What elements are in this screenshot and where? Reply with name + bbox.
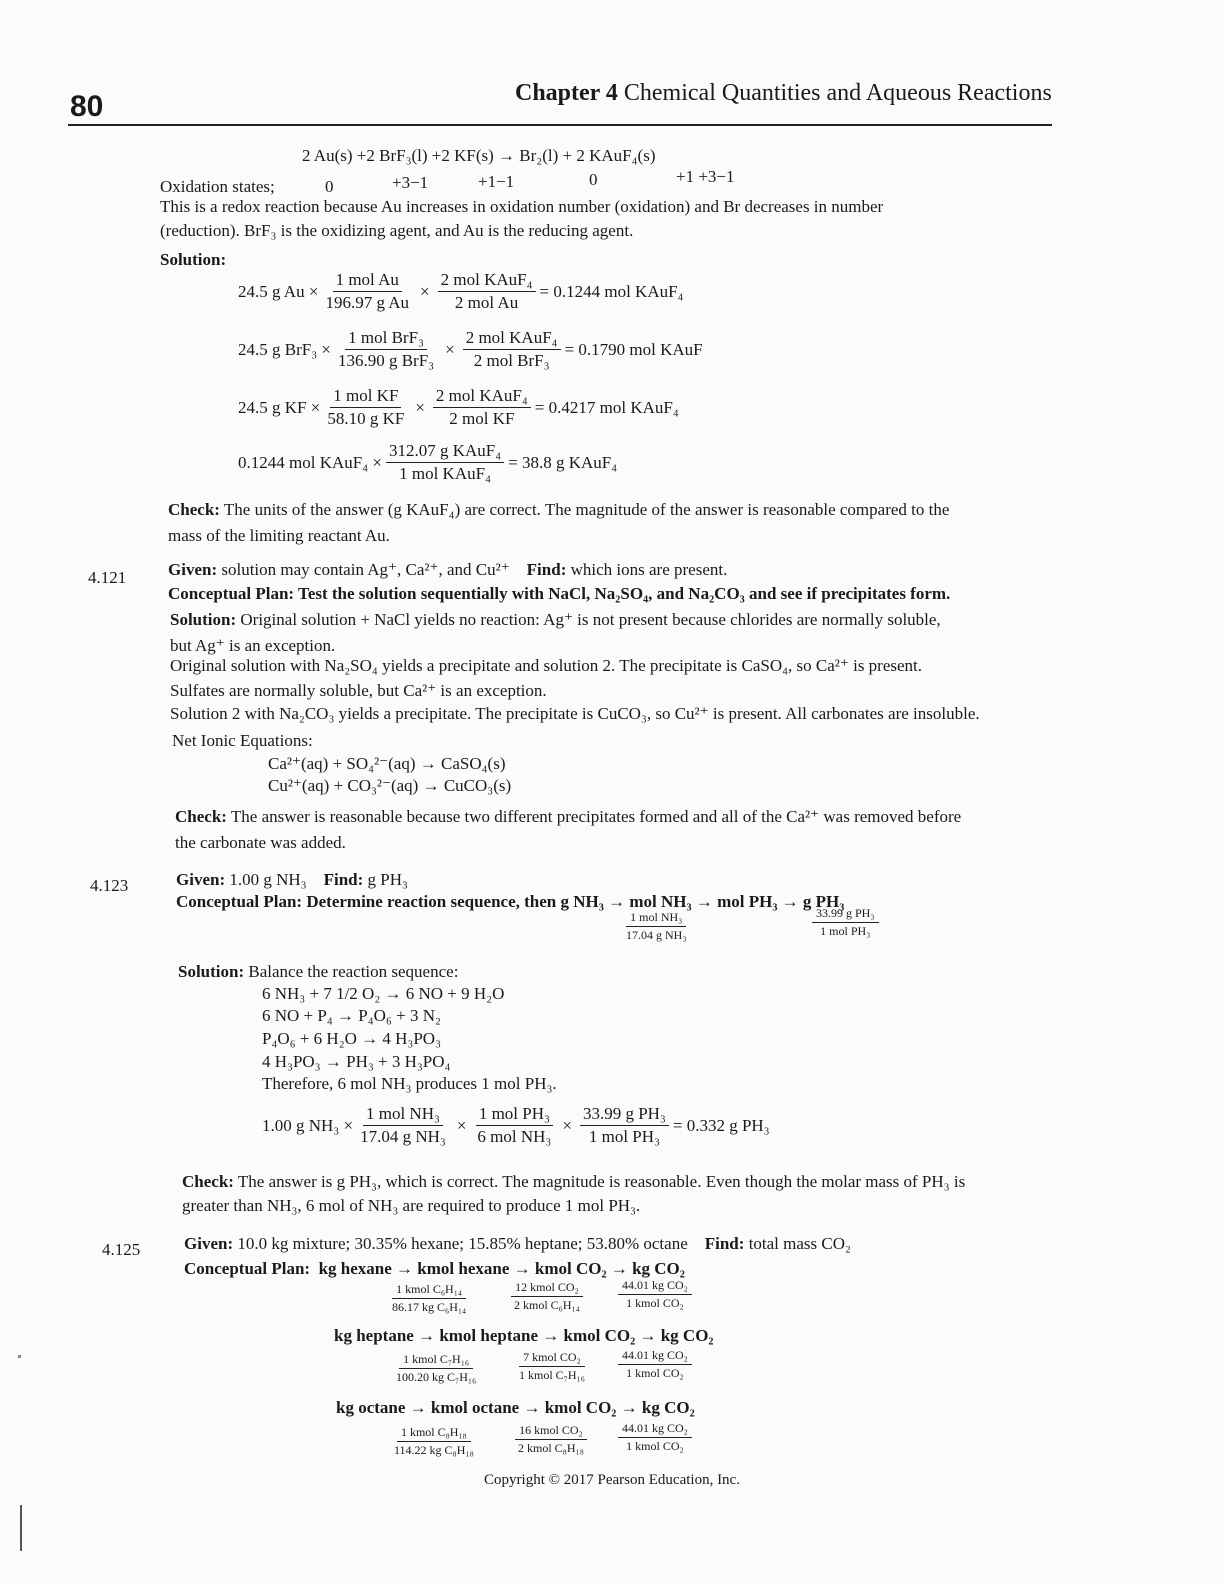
problem-number: 4.125 xyxy=(102,1240,141,1259)
problem-number: 4.123 xyxy=(90,876,129,895)
check-line: mass of the limiting reactant Au. xyxy=(168,526,390,545)
plan-conversion-factor: 16 kmol CO₂ 2 kmol C₈H₁₈ xyxy=(514,1423,588,1456)
reaction-step: 6 NH₃ + 7 1/2 O₂ → 6 NO + 9 H₂O xyxy=(262,984,505,1003)
plan-conversion-factor: 7 kmol CO₂ 1 kmol C₇H₁₆ xyxy=(519,1350,585,1382)
ox-state: +1−1 xyxy=(478,172,515,191)
conversion-fraction: $\frac{\text{2 mol KAuF₄}}{\text{2 mol BrF₃}}$ xyxy=(463,328,561,371)
calc-lead: 1.00 g NH₃ × xyxy=(262,1115,354,1135)
conversion-fraction: $\frac{\text{312.07 g KAuF₄}}{\text{1 mol KAuF₄}}$ xyxy=(386,441,504,484)
calc-lead: 24.5 g Au × xyxy=(238,281,319,301)
conversion-fraction: $\frac{\text{1 mol PH₃}}{\text{6 mol NH₃}}$ xyxy=(477,1104,552,1146)
therefore-line: Therefore, 6 mol NH₃ produces 1 mol PH₃. xyxy=(262,1074,557,1093)
conceptual-plan-octane: kg octane → kmol octane → kmol CO₂ → kg CO₂ xyxy=(336,1398,695,1417)
header-rule xyxy=(68,124,1052,126)
solution-line: Sulfates are normally soluble, but Ca²⁺ is an exception. xyxy=(170,681,547,700)
ox-state: +1 +3−1 xyxy=(676,167,735,186)
plan-conversion-factor: 1 mol NH₃ 17.04 g NH₃ xyxy=(626,910,687,942)
chapter-title: Chemical Quantities and Aqueous Reactions xyxy=(623,80,1052,106)
conversion-fraction: $\frac{\text{1 mol NH₃}}{\text{17.04 g NH₃}}$ xyxy=(360,1104,446,1146)
page-number: 80 xyxy=(70,90,104,123)
paragraph-line: This is a redox reaction because Au increases in oxidation number (oxidation) and Br decreases in number xyxy=(160,197,884,216)
net-ionic-equation: Cu²⁺(aq) + CO₃²⁻(aq) → CuCO₃(s) xyxy=(268,776,512,795)
solution-line: Solution: Original solution + NaCl yields no reaction: Ag⁺ is not present because chlorides are normally soluble, xyxy=(170,610,941,629)
ox-state: +3−1 xyxy=(392,173,429,192)
calculation-kf: 24.5 g KF × $\frac{\text{1 mol KF}}{\text{58.10 g KF}}$ × $\frac{\text{2 mol KAuF₄}}{\text{2 mol KF}}$ = 0.4217 mol KAuF₄ xyxy=(238,386,679,428)
conversion-fraction: $\frac{\text{1 mol Au}}{\text{196.97 g Au}}$ xyxy=(325,270,410,312)
check-line: Check: The answer is reasonable because two different precipitates formed and all of the Ca²⁺ was removed before xyxy=(175,807,962,826)
check-line: Check: The units of the answer (g KAuF₄) are correct. The magnitude of the answer is reasonable compared to the xyxy=(168,500,950,519)
given-line: Given: solution may contain Ag⁺, Ca²⁺, and Cu²⁺ Find: which ions are present. xyxy=(168,560,728,579)
check-line: greater than NH₃, 6 mol of NH₃ are required to produce 1 mol PH₃. xyxy=(182,1196,641,1215)
calc-lead: 24.5 g KF × xyxy=(238,397,321,417)
oxidation-states-label: Oxidation states; xyxy=(160,177,275,196)
chapter-label: Chapter 4 xyxy=(515,80,618,106)
solution-line: Original solution with Na₂SO₄ yields a precipitate and solution 2. The precipitate is CaSO₄, so Ca²⁺ is present. xyxy=(170,656,923,675)
calculation-ph3: 1.00 g NH₃ × $\frac{\text{1 mol NH₃}}{\text{17.04 g NH₃}}$ × $\frac{\text{1 mol PH₃}}{\text{6 mol NH₃}}$ × $\frac{\text{33.99 g PH₃}}{\text{1 mol PH₃}}$ = 0.332 g PH₃ xyxy=(262,1104,770,1146)
redox-equation: 2 Au(s) +2 BrF₃(l) +2 KF(s) → Br₂(l) + 2 KAuF₄(s) xyxy=(302,146,656,165)
conversion-fraction: $\frac{\text{1 mol KF}}{\text{58.10 g KF}}$ xyxy=(327,386,405,428)
calculation-au: 24.5 g Au × $\frac{\text{1 mol Au}}{\text{196.97 g Au}}$ × $\frac{\text{2 mol KAuF₄}}{\text{2 mol Au}}$ = 0.1244 mol KAuF₄ xyxy=(238,270,684,312)
plan-conversion-factor: 1 kmol C₈H₁₈ 114.22 kg C₈H₁₈ xyxy=(394,1425,474,1457)
plan-conversion-factor: 44.01 kg CO₂ 1 kmol CO₂ xyxy=(618,1421,692,1454)
ox-state: 0 xyxy=(589,170,598,189)
copyright-footer: Copyright © 2017 Pearson Education, Inc. xyxy=(484,1472,740,1488)
reaction-step: P₄O₆ + 6 H₂O → 4 H₃PO₃ xyxy=(262,1029,442,1048)
conceptual-plan: Conceptual Plan: Determine reaction sequence, then g NH₃ → mol NH₃ → mol PH₃ → g PH₃ xyxy=(176,892,845,911)
paragraph-line: (reduction). BrF₃ is the oxidizing agent, and Au is the reducing agent. xyxy=(160,221,634,240)
net-ionic-label: Net Ionic Equations: xyxy=(172,731,313,750)
net-ionic-equation: Ca²⁺(aq) + SO₄²⁻(aq) → CaSO₄(s) xyxy=(268,754,506,773)
solution-line: but Ag⁺ is an exception. xyxy=(170,636,336,655)
check-line: the carbonate was added. xyxy=(175,833,346,852)
conceptual-plan: Conceptual Plan: kg hexane → kmol hexane → kmol CO₂ → kg CO₂ xyxy=(184,1259,685,1278)
plan-conversion-factor: 33.99 g PH₃ 1 mol PH₃ xyxy=(812,906,879,939)
plan-conversion-factor: 12 kmol CO₂ 2 kmol C₆H₁₄ xyxy=(510,1280,584,1313)
calc-result: = 0.332 g PH₃ xyxy=(672,1115,770,1135)
plan-conversion-factor: 1 kmol C₇H₁₆ 100.20 kg C₇H₁₆ xyxy=(396,1352,477,1384)
plan-conversion-factor: 44.01 kg CO₂ 1 kmol CO₂ xyxy=(618,1348,692,1381)
chapter-heading xyxy=(515,80,1052,107)
conceptual-plan-heptane: kg heptane → kmol heptane → kmol CO₂ → kg CO₂ xyxy=(334,1326,714,1345)
conversion-fraction: $\frac{\text{1 mol BrF₃}}{\text{136.90 g BrF₃}}$ xyxy=(337,328,435,370)
calculation-mass xyxy=(238,441,617,484)
plan-conversion-factor: 44.01 kg CO₂ 1 kmol CO₂ xyxy=(618,1278,692,1311)
calc-result: = 0.1790 mol KAuF xyxy=(564,339,703,359)
given-line: Given: 10.0 kg mixture; 30.35% hexane; 15.85% heptane; 53.80% octane Find: total mass CO₂ xyxy=(184,1234,851,1253)
conversion-fraction: $\frac{\text{2 mol KAuF₄}}{\text{2 mol Au}}$ xyxy=(438,270,536,313)
scan-dot xyxy=(18,1355,21,1358)
reaction-step: 4 H₃PO₃ → PH₃ + 3 H₃PO₄ xyxy=(262,1052,451,1071)
calc-result: = 0.4217 mol KAuF₄ xyxy=(534,397,679,417)
conceptual-plan: Conceptual Plan: Test the solution sequentially with NaCl, Na₂SO₄, and Na₂CO₃ and see if precipitates form. xyxy=(168,584,951,603)
solution-label: Solution: xyxy=(160,250,227,269)
calc-result: = 38.8 g KAuF₄ xyxy=(508,452,618,472)
calc-lead: 24.5 g BrF₃ × xyxy=(238,339,331,359)
plan-conversion-factor: 1 kmol C₆H₁₄ 86.17 kg C₆H₁₄ xyxy=(392,1282,467,1314)
solution-line: Solution 2 with Na₂CO₃ yields a precipitate. The precipitate is CuCO₃, so Cu²⁺ is present. All carbonates are insoluble. xyxy=(170,704,980,723)
calculation-brf3: 24.5 g BrF₃ × $\frac{\text{1 mol BrF₃}}{\text{136.90 g BrF₃}}$ × $\frac{\text{2 mol KAuF₄}}{\text{2 mol BrF₃}}$ = 0.1790 mol KAuF xyxy=(238,328,703,370)
conversion-fraction: $\frac{\text{2 mol KAuF₄}}{\text{2 mol KF}}$ xyxy=(433,386,531,429)
solution-line: Solution: Balance the reaction sequence: xyxy=(178,962,459,981)
given-line: Given: 1.00 g NH₃ Find: g PH₃ xyxy=(176,870,408,889)
problem-number: 4.121 xyxy=(88,568,127,587)
check-line: Check: The answer is g PH₃, which is correct. The magnitude is reasonable. Even though the molar mass of PH₃ is xyxy=(182,1172,966,1191)
calc-result: = 0.1244 mol KAuF₄ xyxy=(539,281,684,301)
ox-state: 0 xyxy=(325,177,334,196)
calc-lead: 0.1244 mol KAuF₄ × xyxy=(238,452,382,472)
reaction-step: 6 NO + P₄ → P₄O₆ + 3 N₂ xyxy=(262,1006,441,1025)
scan-margin-mark xyxy=(20,1505,22,1551)
conversion-fraction: $\frac{\text{33.99 g PH₃}}{\text{1 mol PH₃}}$ xyxy=(580,1104,669,1147)
